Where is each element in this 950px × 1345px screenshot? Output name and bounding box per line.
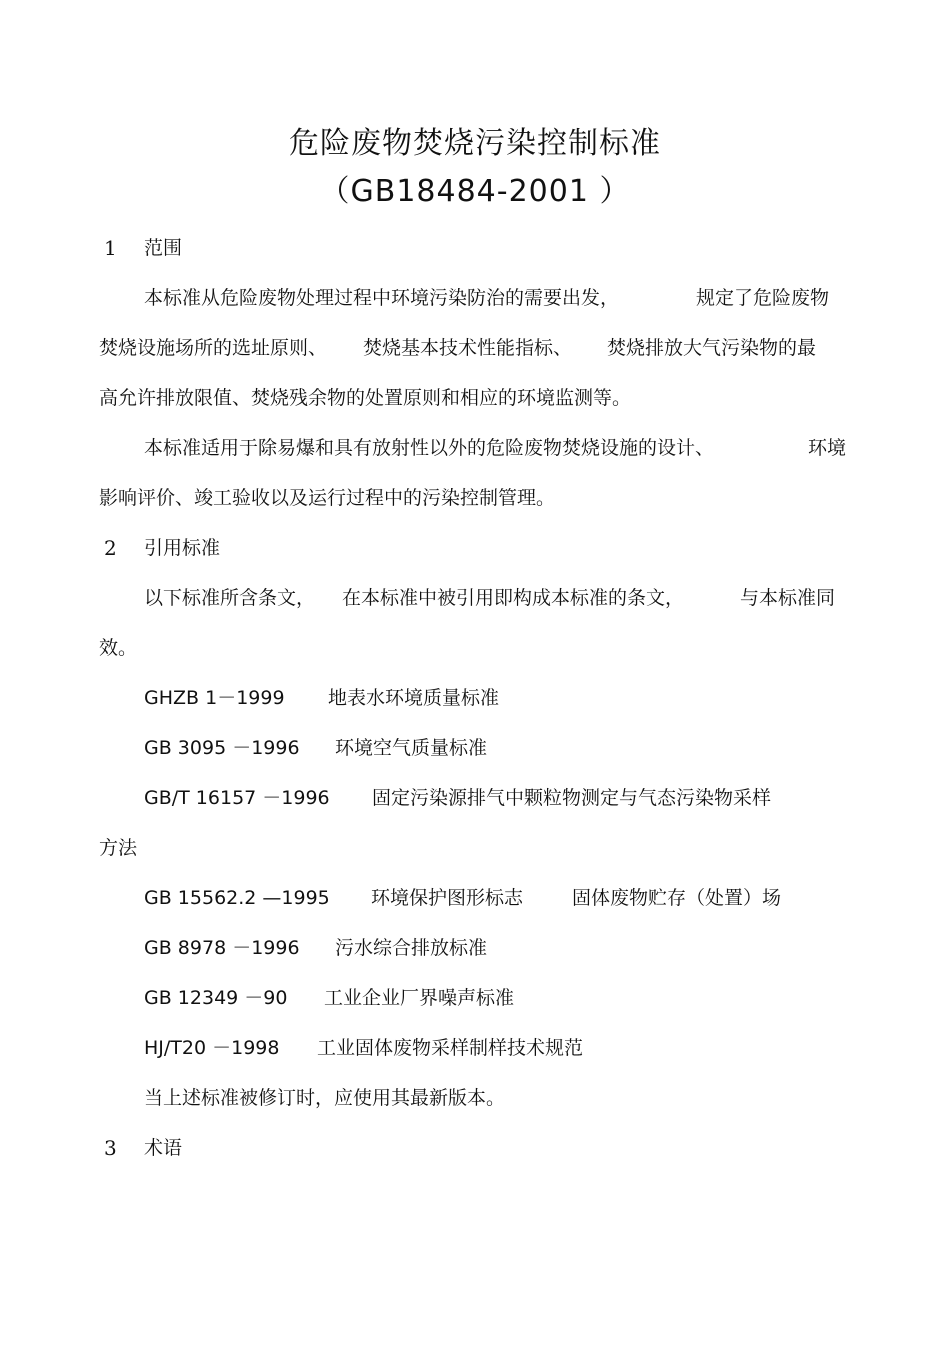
paragraph-line: 在本标准中被引用即构成本标准的条文， bbox=[342, 587, 685, 609]
ref-code: GB 12349 －90 bbox=[144, 987, 288, 1009]
ref-code: GB 8978 －1996 bbox=[144, 937, 300, 959]
paragraph-line bbox=[99, 334, 327, 362]
paragraph-line: 影响评价、竣工验收以及运行过程中的污染控制管理。 bbox=[99, 487, 556, 509]
text-run: 本标准从危险废物处理过程中环境污染防治的需要出发， bbox=[144, 287, 620, 309]
paragraph-line bbox=[363, 334, 572, 362]
ref-code: GB/T 16157 －1996 bbox=[144, 787, 330, 809]
text-run: 焚烧排放大气污染物的最 bbox=[607, 337, 817, 359]
document-code: （GB18484-2001 ） bbox=[319, 174, 631, 209]
text-run: 规定了危险废物 bbox=[696, 287, 830, 309]
ref-name: 环境空气质量标准 bbox=[335, 737, 488, 759]
ref-code: GHZB 1－1999 bbox=[144, 687, 285, 709]
paragraph-line bbox=[144, 434, 714, 462]
ref-name: 固定污染源排气中颗粒物测定与气态污染物采样 bbox=[372, 787, 772, 809]
document-title: 危险废物焚烧污染控制标准 bbox=[289, 126, 661, 161]
ref-name: 污水综合排放标准 bbox=[335, 937, 488, 959]
paragraph-line bbox=[696, 284, 829, 312]
section-number: 1 bbox=[104, 236, 117, 260]
paragraph-line: 以下标准所含条文， bbox=[144, 587, 316, 609]
section-heading: 范围 bbox=[144, 237, 183, 259]
text-run: 焚烧基本技术性能指标、 bbox=[363, 337, 573, 359]
ref-name-extra: 固体废物贮存（处置）场 bbox=[572, 887, 782, 909]
ref-code: GB 3095 －1996 bbox=[144, 737, 300, 759]
ref-code: GB 15562.2 —1995 bbox=[144, 887, 330, 909]
ref-name: 工业固体废物采样制样技术规范 bbox=[317, 1037, 584, 1059]
paragraph-line bbox=[144, 284, 619, 312]
section-number: 2 bbox=[104, 536, 117, 560]
ref-name: 环境保护图形标志 bbox=[371, 887, 524, 909]
paragraph-line bbox=[808, 434, 846, 462]
paragraph-line: 当上述标准被修订时，应使用其最新版本。 bbox=[144, 1087, 506, 1109]
paragraph-line bbox=[607, 334, 816, 362]
paragraph-line: 高允许排放限值、焚烧残余物的处置原则和相应的环境监测等。 bbox=[99, 387, 632, 409]
paragraph-line: 效。 bbox=[99, 637, 138, 659]
paragraph-line: 与本标准同 bbox=[740, 587, 836, 609]
text-run: 本标准适用于除易爆和具有放射性以外的危险废物焚烧设施的设计、 bbox=[144, 437, 715, 459]
section-number: 3 bbox=[104, 1136, 117, 1160]
text-run: 环境 bbox=[808, 437, 847, 459]
ref-name: 地表水环境质量标准 bbox=[328, 687, 500, 709]
ref-name-continued: 方法 bbox=[99, 837, 138, 859]
ref-code: HJ/T20 －1998 bbox=[144, 1037, 280, 1059]
ref-name: 工业企业厂界噪声标准 bbox=[324, 987, 515, 1009]
section-heading: 引用标准 bbox=[144, 537, 221, 559]
text-run: 焚烧设施场所的选址原则、 bbox=[99, 337, 328, 359]
section-heading: 术语 bbox=[144, 1137, 183, 1159]
